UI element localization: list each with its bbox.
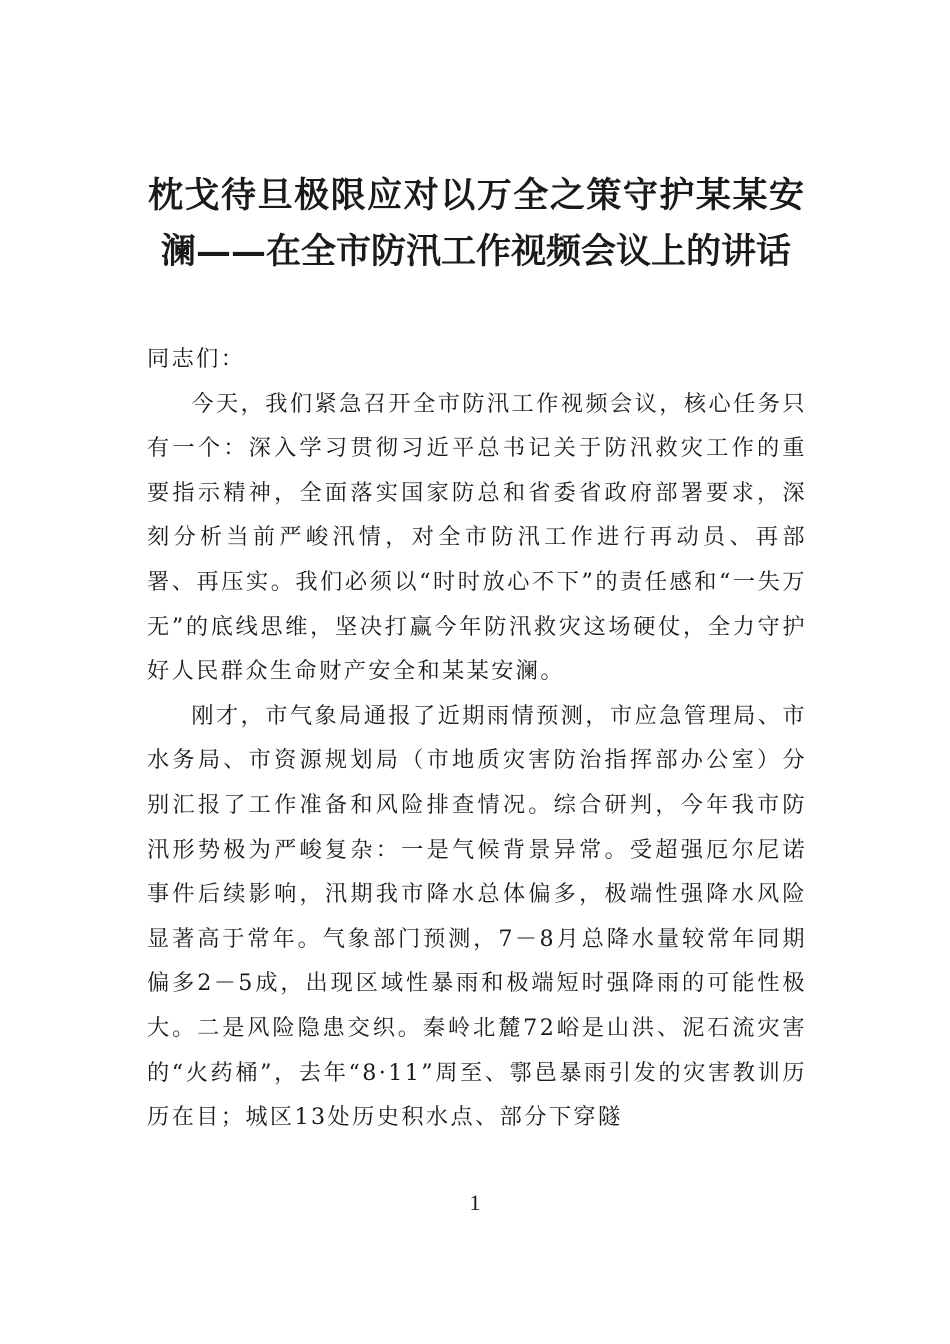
document-title: 枕戈待旦极限应对以万全之策守护某某安澜——在全市防汛工作视频会议上的讲话: [148, 175, 804, 272]
paragraph-2: 刚才，市气象局通报了近期雨情预测，市应急管理局、市水务局、市资源规划局（市地质灾害防治指挥部办公室）分别汇报了工作准备和风险排查情况。综合研判，今年我市防汛形势极为严峻复杂：一是气候背景异常。受超强厄尔尼诺事件后续影响，汛期我市降水总体偏多，极端性强降水风险显著高于常年。气象部门预测，7－8月总降水量较常年同期偏多2－5成，出现区域性暴雨和极端短时强降雨的可能性极大。二是风险隐患交织。秦岭北麓72峪是山洪、泥石流灾害的“火药桶”，去年“8·11”周至、鄠邑暴雨引发的灾害教训历历在目；城区13处历史积水点、部分下穿隧: [147, 702, 807, 1131]
salutation: 同志们：: [147, 346, 246, 372]
page-number: 1: [469, 1190, 481, 1215]
document-body: [147, 337, 807, 1140]
paragraph-1: 今天，我们紧急召开全市防汛工作视频会议，核心任务只有一个：深入学习贯彻习近平总书记关于防汛救灾工作的重要指示精神，全面落实国家防总和省委省政府部署要求，深刻分析当前严峻汛情，对全市防汛工作进行再动员、再部署、再压实。我们必须以“时时放心不下”的责任感和“一失万无”的底线思维，坚决打赢今年防汛救灾这场硬仗，全力守护好人民群众生命财产安全和某某安澜。: [147, 390, 807, 685]
